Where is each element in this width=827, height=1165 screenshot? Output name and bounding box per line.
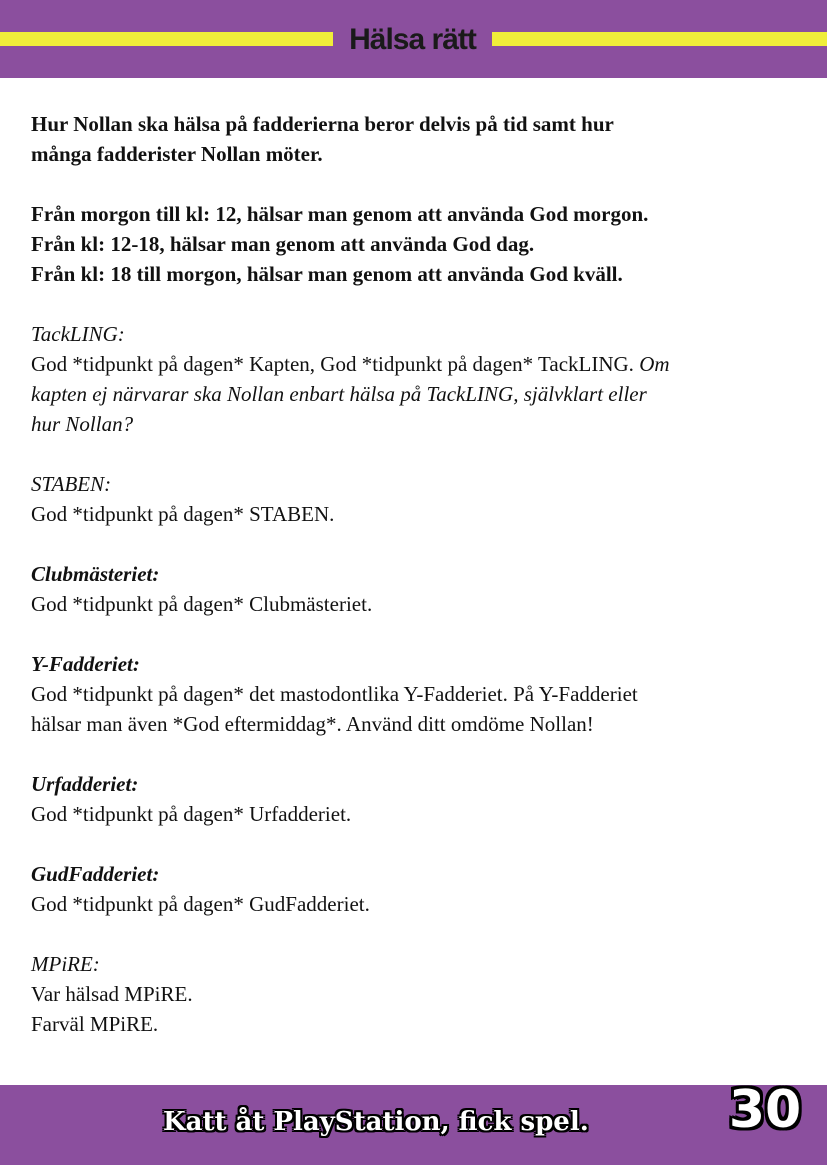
header-stripe-left bbox=[0, 32, 333, 46]
section-note: hur Nollan? bbox=[31, 412, 134, 436]
header-bar bbox=[0, 0, 827, 78]
greeting-rule: Från kl: 12-18, hälsar man genom att använda God dag. bbox=[31, 232, 535, 256]
greeting-rule: Från morgon till kl: 12, hälsar man genom att använda God morgon. bbox=[31, 202, 649, 226]
page-title: Hälsa rätt bbox=[349, 23, 476, 56]
section-note: kapten ej närvarar ska Nollan enbart hälsa på TackLING, självklart eller bbox=[31, 382, 647, 406]
greeting-rule: Från kl: 18 till morgon, hälsar man genom att använda God kväll. bbox=[31, 262, 623, 286]
page-number: 30 bbox=[728, 1080, 802, 1140]
section-text-urfadderiet: God *tidpunkt på dagen* Urfadderiet. bbox=[31, 802, 352, 826]
section-title-clubmasteriet: Clubmästeriet: bbox=[31, 562, 160, 586]
section-text-mpire: Var hälsad MPiRE. bbox=[31, 982, 193, 1006]
section-text-tackling bbox=[31, 349, 801, 379]
section-text-yfadderiet: hälsar man även *God eftermiddag*. Använd ditt omdöme Nollan! bbox=[31, 712, 594, 736]
slogan-text: Katt åt PlayStation, fick spel. bbox=[163, 1107, 589, 1137]
section-title-staben: STABEN: bbox=[31, 472, 112, 496]
header-stripe-right bbox=[492, 32, 827, 46]
intro-line: Hur Nollan ska hälsa på fadderierna beror delvis på tid samt hur bbox=[31, 112, 614, 136]
section-text-mpire: Farväl MPiRE. bbox=[31, 1012, 159, 1036]
document-body bbox=[31, 109, 801, 1039]
intro-line: många fadderister Nollan möter. bbox=[31, 142, 323, 166]
section-title-tackling: TackLING: bbox=[31, 322, 125, 346]
section-text-clubmasteriet: God *tidpunkt på dagen* Clubmästeriet. bbox=[31, 592, 373, 616]
section-text-gudfadderiet: God *tidpunkt på dagen* GudFadderiet. bbox=[31, 892, 370, 916]
section-title-yfadderiet: Y-Fadderiet: bbox=[31, 652, 140, 676]
section-note: Om bbox=[639, 352, 670, 376]
section-text: God *tidpunkt på dagen* Kapten, God *tidpunkt på dagen* TackLING. bbox=[31, 352, 640, 376]
section-title-mpire: MPiRE: bbox=[31, 952, 100, 976]
section-title-urfadderiet: Urfadderiet: bbox=[31, 772, 139, 796]
section-text-staben: God *tidpunkt på dagen* STABEN. bbox=[31, 502, 335, 526]
section-text-yfadderiet: God *tidpunkt på dagen* det mastodontlika Y-Fadderiet. På Y-Fadderiet bbox=[31, 682, 638, 706]
section-title-gudfadderiet: GudFadderiet: bbox=[31, 862, 160, 886]
